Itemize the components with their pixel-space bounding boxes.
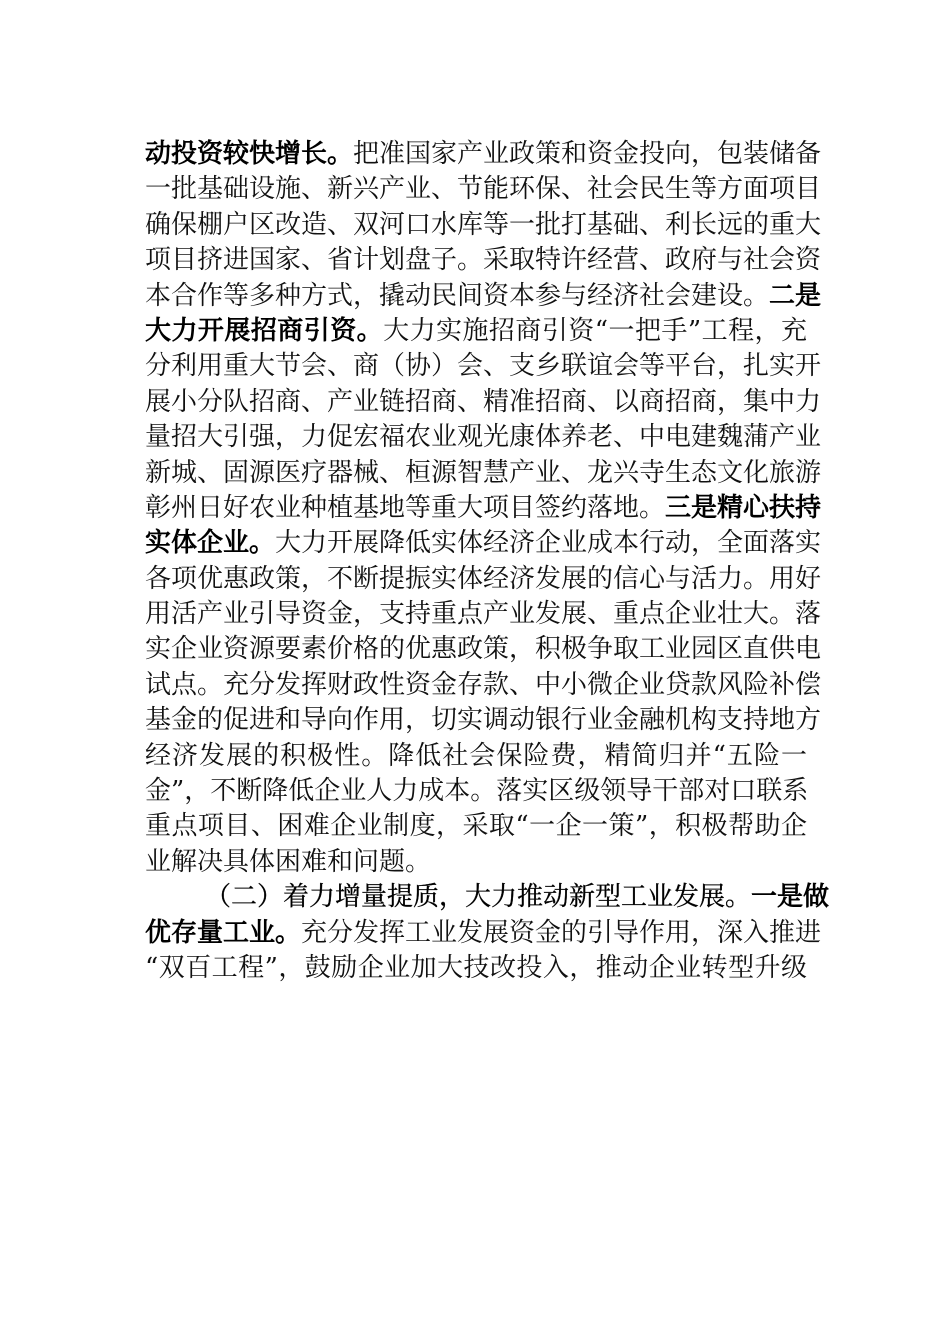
section-heading-text: （二）着力增量提质，大力推动新型工业发展。 [205, 882, 752, 913]
body-text: 重点项目、困难企业制度，采取“一企一策”，积极帮助企 [145, 811, 807, 842]
bold-lead-phrase: 三是精心扶持 [665, 492, 822, 523]
paragraph-line [145, 137, 822, 172]
paragraph-line [145, 739, 807, 774]
paragraph-line [145, 491, 822, 526]
bold-lead-phrase: 动投资较快增长。 [145, 139, 354, 169]
paragraph-line [145, 951, 807, 986]
body-text: 新城、固源医疗器械、桓源智慧产业、龙兴寺生态文化旅游 [145, 457, 822, 488]
bold-lead-phrase: 二是 [769, 280, 822, 311]
bold-lead-phrase: 实体企业。 [145, 528, 276, 559]
body-text: “双百工程”，鼓励企业加大技改投入，推动企业转型升级 [145, 952, 807, 983]
paragraph-line [145, 385, 822, 420]
body-text: 分利用重大节会、商（协）会、支乡联谊会等平台，扎实开 [145, 351, 822, 382]
paragraph-line [145, 562, 822, 597]
body-text: 试点。充分发挥财政性资金存款、中小微企业贷款风险补偿 [145, 669, 822, 700]
paragraph-line [145, 456, 822, 491]
paragraph-line [145, 208, 822, 243]
paragraph-line [145, 632, 822, 667]
body-text: 确保棚户区改造、双河口水库等一批打基础、利长远的重大 [145, 209, 822, 240]
body-text: 实企业资源要素价格的优惠政策，积极争取工业园区直供电 [145, 634, 822, 665]
body-text: 基金的促进和导向作用，切实调动银行业金融机构支持地方 [145, 705, 822, 736]
body-text: 用活产业引导资金，支持重点产业发展、重点企业壮大。落 [145, 599, 822, 630]
body-text: 大力实施招商引资“一把手”工程，充 [383, 315, 807, 346]
body-text: 项目挤进国家、省计划盘子。采取特许经营、政府与社会资 [145, 245, 822, 276]
paragraph-line [145, 314, 807, 349]
paragraph-line [145, 668, 822, 703]
body-text: 大力开展降低实体经济企业成本行动，全面落实 [275, 528, 822, 559]
body-text: 展小分队招商、产业链招商、精准招商、以商招商，集中力 [145, 386, 822, 417]
paragraph-line [145, 916, 822, 951]
paragraph-line [145, 526, 822, 561]
paragraph-line [145, 703, 822, 738]
body-text: 充分发挥工业发展资金的引导作用，深入推进 [301, 917, 822, 948]
paragraph-line [145, 809, 807, 844]
body-text: 业解决具体困难和问题。 [145, 846, 432, 877]
paragraph-line [145, 172, 822, 207]
bold-lead-phrase: 优存量工业。 [145, 917, 302, 948]
paragraph-line [145, 420, 822, 455]
paragraph-line [145, 597, 822, 632]
body-text: 各项优惠政策，不断提振实体经济发展的信心与活力。用好 [145, 563, 822, 594]
body-text: 量招大引强，力促宏福农业观光康体养老、中电建魏蒲产业 [145, 422, 822, 453]
section-heading-line [145, 880, 830, 915]
body-text: 金”，不断降低企业人力成本。落实区级领导干部对口联系 [145, 776, 809, 807]
body-text: 把准国家产业政策和资金投向，包装储备 [353, 139, 822, 169]
paragraph-line [145, 349, 822, 384]
body-text: 彰州日好农业种植基地等重大项目签约落地。 [145, 492, 666, 523]
paragraph-line [145, 243, 822, 278]
body-text: 一批基础设施、新兴产业、节能环保、社会民生等方面项目 [145, 174, 822, 205]
document-page [145, 137, 830, 986]
body-text: 本合作等多种方式，撬动民间资本参与经济社会建设。 [145, 280, 770, 311]
paragraph-line [145, 774, 807, 809]
bold-lead-phrase: 一是做 [751, 882, 830, 913]
paragraph-line [145, 279, 822, 314]
paragraph-line [145, 845, 807, 880]
body-text: 经济发展的积极性。降低社会保险费，精简归并“五险一 [145, 740, 807, 771]
bold-lead-phrase: 大力开展招商引资。 [145, 315, 384, 346]
